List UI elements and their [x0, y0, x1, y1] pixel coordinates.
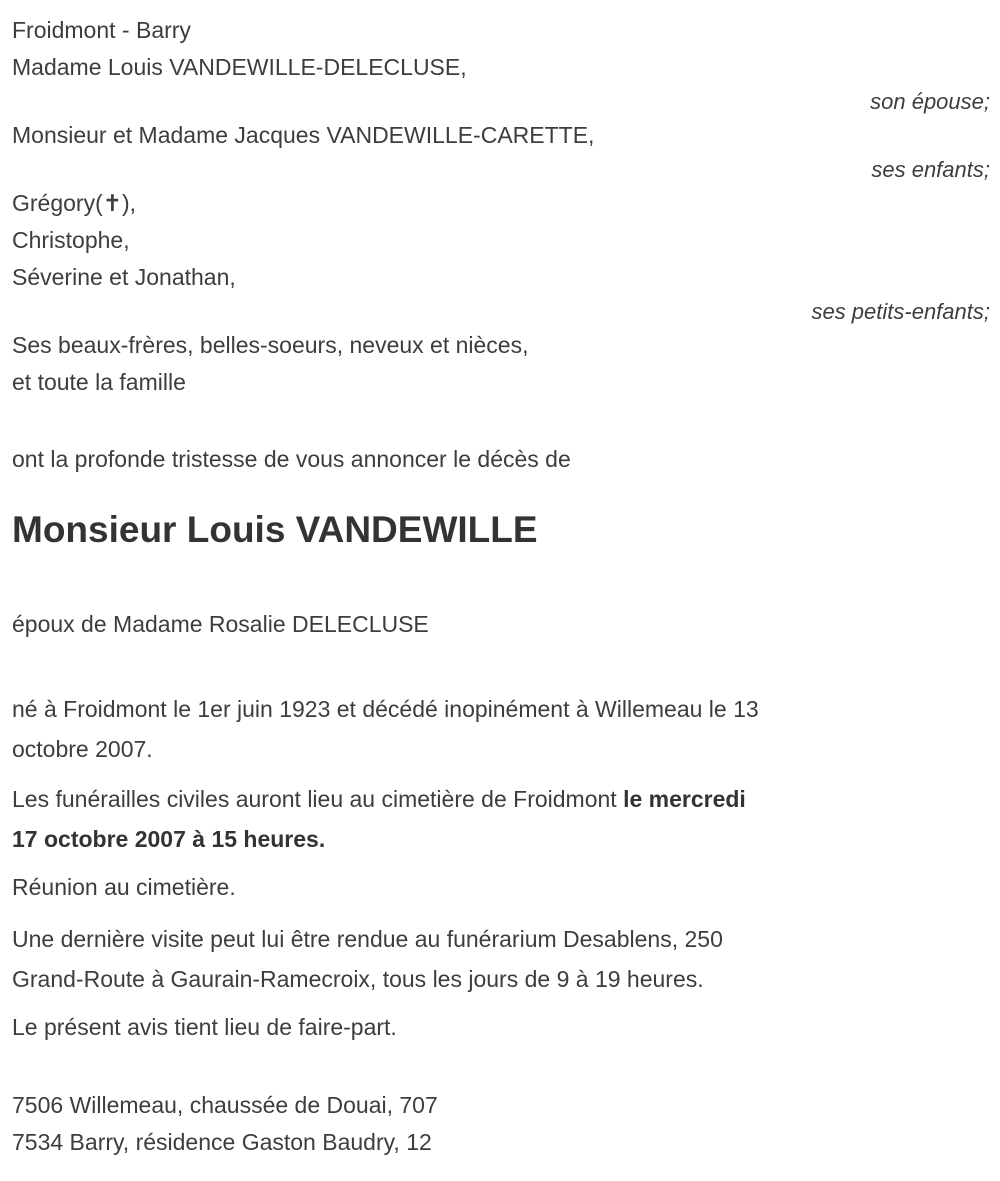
visit-text-1: Une dernière visite peut lui être rendue au funérarium Desablens, 250	[12, 926, 723, 952]
visit-text-2: Grand-Route à Gaurain-Ramecroix, tous les jours de 9 à 19 heures.	[12, 966, 704, 992]
faire-part-line: Le présent avis tient lieu de faire-part.	[12, 1014, 397, 1040]
spouse-relation-label: son épouse;	[870, 89, 990, 114]
life-dates-paragraph	[12, 689, 990, 769]
announcement-line: ont la profonde tristesse de vous annoncer le décès de	[12, 446, 571, 472]
children-relation-label: ses enfants;	[871, 157, 990, 182]
address-line-2: 7534 Barry, résidence Gaston Baudry, 12	[12, 1129, 432, 1155]
life-dates-text-1: né à Froidmont le 1er juin 1923 et décédé inopinément à Willemeau le 13	[12, 696, 759, 722]
funeral-date-line-1: le mercredi	[623, 786, 746, 812]
addresses-block	[12, 1087, 990, 1161]
grandchild-line-2: Christophe,	[12, 227, 130, 253]
funeral-text: Les funérailles civiles auront lieu au cimetière de Froidmont	[12, 786, 624, 812]
deceased-name-heading: Monsieur Louis VANDEWILLE	[12, 509, 538, 550]
grandchild-line-3: Séverine et Jonathan,	[12, 264, 236, 290]
address-line-1: 7506 Willemeau, chaussée de Douai, 707	[12, 1092, 438, 1118]
funeral-paragraph	[12, 779, 990, 859]
extended-family-line-2: et toute la famille	[12, 369, 186, 395]
children-line: Monsieur et Madame Jacques VANDEWILLE-CARETTE,	[12, 122, 595, 148]
spouse-line: Madame Louis VANDEWILLE-DELECLUSE,	[12, 54, 467, 80]
meeting-line: Réunion au cimetière.	[12, 874, 236, 900]
spouse-of-line: époux de Madame Rosalie DELECLUSE	[12, 611, 429, 637]
grandchildren-relation-label: ses petits-enfants;	[811, 299, 990, 324]
visit-paragraph	[12, 919, 990, 999]
funeral-date-line-2: 17 octobre 2007 à 15 heures.	[12, 826, 326, 852]
life-dates-text-2: octobre 2007.	[12, 736, 153, 762]
location-line: Froidmont - Barry	[12, 17, 191, 43]
extended-family-line-1: Ses beaux-frères, belles-soeurs, neveux et nièces,	[12, 332, 529, 358]
grandchild-line-1: Grégory(✝),	[12, 190, 137, 216]
